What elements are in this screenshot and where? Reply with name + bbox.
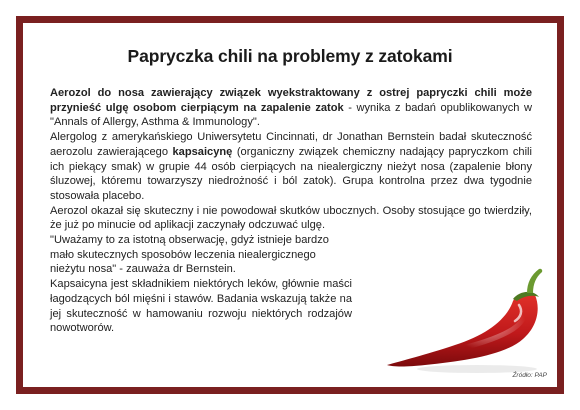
paragraph-quote: "Uważamy to za istotną obserwację, gdyż istnieje bardzo mało skutecznych sposobów leczenia niealergicznego nieżytu nosa" - zauważa dr Bernstein. [50, 234, 329, 276]
study-text-before: Alergolog z amerykańskiego Uniwersytetu Cincinnati, dr Jonathan Bernstein badał skuteczność aerozolu zawierającego [50, 131, 532, 158]
keyword-capsaicin: kapsaicynę [172, 145, 233, 158]
paragraph-lead [50, 86, 532, 130]
paragraph-results: Aerozol okazał się skuteczny i nie powodował skutków ubocznych. Osoby stosujące go twierdziły, że już po minucie od aplikacji zaczynały odczuwać ulgę. [50, 204, 532, 232]
article-frame [16, 16, 564, 394]
paragraph-capsaicin: Kapsaicyna jest składnikiem niektórych leków, głównie maści łagodzących ból mięśni i stawów. Badania wskazują także na jej skuteczność w hamowaniu rozwoju niektórych rodzajów nowotworów. [50, 278, 352, 335]
lead-bold-text: Aerozol do nosa zawierający związek wyekstraktowany z ostrej papryczki chili może przynieść ulgę osobom cierpiącym na zapalenie zatok [50, 87, 532, 114]
lead-rest-text: - wynika z badań opublikowanych w "Annals of Allergy, Asthma & Immunology". [50, 101, 532, 129]
source-note: Źródło: PAP [512, 372, 547, 379]
study-text-after: (organiczny związek chemiczny nadający papryczkom chili ich piekący smak) w grupie 44 osób cierpiących na niealergiczny nieżyt nosa (zapalenie błony śluzowej, któremu towarzyszy niedrożność i ból zatok). Grupa kontrolna przez dwa tygodnie stosowała placebo. [50, 145, 532, 202]
paragraph-study [50, 130, 532, 204]
chili-pepper-icon [385, 265, 545, 377]
article-title: Papryczka chili na problemy z zatokami [127, 46, 453, 66]
